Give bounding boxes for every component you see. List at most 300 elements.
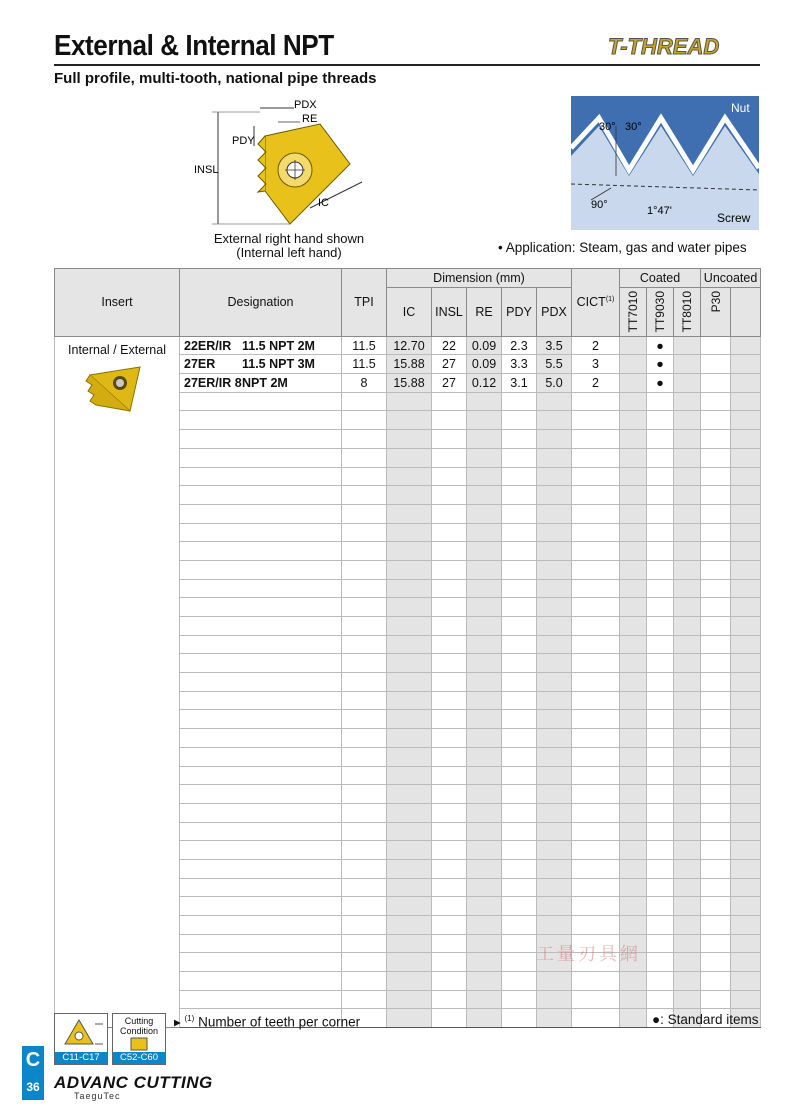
- insl-cell: [432, 504, 467, 523]
- g3-cell: [674, 336, 701, 355]
- g3-cell: [674, 579, 701, 598]
- g1-cell: [620, 448, 647, 467]
- taegutec-label: TaeguTec: [74, 1091, 121, 1101]
- spare-grade-cell: [731, 467, 761, 486]
- insl-cell: [432, 747, 467, 766]
- re-cell: [467, 803, 502, 822]
- designation-cell: [180, 448, 342, 467]
- tpi-cell: [342, 822, 387, 841]
- insl-cell: [432, 411, 467, 430]
- g4-cell: [701, 990, 731, 1009]
- g4-cell: [701, 523, 731, 542]
- re-cell: [467, 504, 502, 523]
- g3-cell: [674, 598, 701, 617]
- tpi-cell: [342, 897, 387, 916]
- spare-grade-cell: [731, 374, 761, 393]
- spare-grade-cell: [731, 747, 761, 766]
- ic-cell: [387, 878, 432, 897]
- g1-cell: [620, 972, 647, 991]
- designation-part-a: 27ER: [184, 357, 216, 372]
- insl-cell: [432, 560, 467, 579]
- re-cell: [467, 1009, 502, 1028]
- re-cell: [467, 617, 502, 636]
- spare-grade-cell: [731, 504, 761, 523]
- pdy-cell: [502, 430, 537, 449]
- cict-cell: [572, 878, 620, 897]
- tpi-cell: [342, 486, 387, 505]
- cict-cell: [572, 579, 620, 598]
- cict-cell: [572, 523, 620, 542]
- insl-cell: [432, 878, 467, 897]
- cict-cell: [572, 972, 620, 991]
- spare-grade-cell: [731, 617, 761, 636]
- pdx-cell: [537, 486, 572, 505]
- cict-cell: [572, 411, 620, 430]
- g1-cell: [620, 654, 647, 673]
- g4-cell: [701, 673, 731, 692]
- insl-cell: [432, 673, 467, 692]
- g2-cell: [647, 448, 674, 467]
- designation-cell: [180, 411, 342, 430]
- designation-cell: [180, 579, 342, 598]
- spare-grade-cell: [731, 691, 761, 710]
- insl-cell: [432, 598, 467, 617]
- ic-cell: [387, 448, 432, 467]
- insl-cell: [432, 448, 467, 467]
- cutting-label-2: Condition: [119, 1026, 159, 1036]
- re-cell: [467, 430, 502, 449]
- g2-cell: [647, 785, 674, 804]
- box2-page-ref: C52-C60: [113, 1052, 165, 1064]
- pdx-cell: 3.5: [537, 336, 572, 355]
- pdx-cell: [537, 691, 572, 710]
- pdy-cell: [502, 411, 537, 430]
- re-cell: 0.09: [467, 336, 502, 355]
- pdx-cell: [537, 990, 572, 1009]
- angle-right-label: 30°: [625, 121, 642, 133]
- g3-cell: [674, 934, 701, 953]
- g1-cell: [620, 411, 647, 430]
- insl-cell: [432, 803, 467, 822]
- pdx-cell: [537, 710, 572, 729]
- application-note: • Application: Steam, gas and water pipes: [498, 240, 747, 255]
- cict-cell: [572, 560, 620, 579]
- pdy-cell: 2.3: [502, 336, 537, 355]
- g3-cell: [674, 953, 701, 972]
- diagram-caption: [186, 232, 392, 260]
- tpi-cell: [342, 691, 387, 710]
- cict-cell: [572, 859, 620, 878]
- tpi-cell: [342, 934, 387, 953]
- pdx-cell: [537, 916, 572, 935]
- g3-cell: [674, 747, 701, 766]
- g2-cell: [647, 542, 674, 561]
- insl-cell: [432, 710, 467, 729]
- spare-grade-cell: [731, 336, 761, 355]
- pdy-cell: 3.1: [502, 374, 537, 393]
- insl-cell: [432, 766, 467, 785]
- insl-cell: [432, 897, 467, 916]
- g3-cell: [674, 448, 701, 467]
- g3-cell: [674, 859, 701, 878]
- g2-cell: [647, 841, 674, 860]
- advance-cutting-logo: [54, 1073, 213, 1093]
- g3-cell: [674, 822, 701, 841]
- title-rule: [54, 64, 760, 66]
- re-cell: [467, 972, 502, 991]
- footnote-mark: (1): [184, 1014, 195, 1023]
- tpi-cell: [342, 729, 387, 748]
- pdy-cell: [502, 953, 537, 972]
- col-pdx: PDX: [537, 287, 572, 336]
- g1-cell: [620, 486, 647, 505]
- g3-cell: [674, 841, 701, 860]
- g1-cell: [620, 822, 647, 841]
- col-grade-3: [674, 287, 701, 336]
- pdy-cell: [502, 859, 537, 878]
- g3-cell: [674, 972, 701, 991]
- re-cell: [467, 560, 502, 579]
- tpi-cell: 11.5: [342, 336, 387, 355]
- pdy-cell: [502, 897, 537, 916]
- insl-cell: 22: [432, 336, 467, 355]
- g1-cell: [620, 878, 647, 897]
- box1-page-ref: C11-C17: [55, 1052, 107, 1064]
- tpi-cell: [342, 560, 387, 579]
- g4-cell: [701, 934, 731, 953]
- re-cell: [467, 598, 502, 617]
- pdy-cell: [502, 523, 537, 542]
- re-cell: 0.12: [467, 374, 502, 393]
- section-tab[interactable]: [22, 1046, 44, 1100]
- footnote: [174, 1014, 360, 1031]
- insl-cell: [432, 392, 467, 411]
- g2-cell: [647, 654, 674, 673]
- designation-cell: [180, 336, 342, 355]
- g3-cell: [674, 990, 701, 1009]
- g1-cell: [620, 355, 647, 374]
- spare-grade-cell: [731, 729, 761, 748]
- thread-profile-diagram: [571, 96, 759, 230]
- ic-cell: [387, 803, 432, 822]
- tpi-cell: [342, 859, 387, 878]
- g4-cell: [701, 729, 731, 748]
- designation-cell: [180, 523, 342, 542]
- designation-part-b: 11.5 NPT 2M: [242, 338, 315, 353]
- g1-cell: [620, 803, 647, 822]
- pdy-cell: [502, 467, 537, 486]
- g2-cell: [647, 878, 674, 897]
- ic-cell: [387, 691, 432, 710]
- pdy-cell: [502, 654, 537, 673]
- insl-cell: [432, 430, 467, 449]
- designation-cell: [180, 859, 342, 878]
- g1-cell: [620, 841, 647, 860]
- g3-cell: [674, 355, 701, 374]
- cict-cell: [572, 822, 620, 841]
- spare-grade-cell: [731, 972, 761, 991]
- designation-cell: [180, 691, 342, 710]
- g4-cell: [701, 916, 731, 935]
- pdx-cell: [537, 878, 572, 897]
- g2-cell: [647, 579, 674, 598]
- screw-label: Screw: [717, 211, 751, 225]
- tpi-cell: [342, 617, 387, 636]
- tpi-cell: [342, 953, 387, 972]
- ic-cell: [387, 430, 432, 449]
- tpi-cell: [342, 635, 387, 654]
- g4-cell: [701, 486, 731, 505]
- cict-cell: [572, 654, 620, 673]
- pdy-cell: [502, 392, 537, 411]
- re-cell: [467, 841, 502, 860]
- g3-cell: [674, 785, 701, 804]
- g3-cell: [674, 766, 701, 785]
- ic-cell: [387, 560, 432, 579]
- spare-grade-cell: [731, 579, 761, 598]
- g3-cell: [674, 467, 701, 486]
- ic-cell: [387, 747, 432, 766]
- pdy-cell: [502, 673, 537, 692]
- g1-cell: [620, 542, 647, 561]
- cict-cell: [572, 392, 620, 411]
- col-dimension: Dimension (mm): [387, 269, 572, 288]
- designation-part-b: NPT 2M: [242, 375, 288, 390]
- g2-cell: [647, 691, 674, 710]
- cict-cell: [572, 747, 620, 766]
- g2-cell: ●: [647, 336, 674, 355]
- g2-cell: [647, 729, 674, 748]
- g4-cell: [701, 598, 731, 617]
- pdx-label: PDX: [294, 99, 317, 111]
- nut-label: Nut: [731, 101, 750, 115]
- ic-cell: [387, 504, 432, 523]
- ic-cell: [387, 710, 432, 729]
- cict-cell: [572, 766, 620, 785]
- g2-cell: [647, 916, 674, 935]
- page-number: 36: [26, 1080, 40, 1094]
- spare-grade-cell: [731, 598, 761, 617]
- tpi-cell: [342, 523, 387, 542]
- pdy-cell: [502, 878, 537, 897]
- logo-text: ADVANC CUTTING: [54, 1073, 213, 1092]
- designation-cell: [180, 392, 342, 411]
- ic-cell: [387, 654, 432, 673]
- re-cell: [467, 859, 502, 878]
- re-cell: [467, 953, 502, 972]
- cict-cell: [572, 785, 620, 804]
- footnote-text: Number of teeth per corner: [198, 1014, 361, 1030]
- pdx-cell: 5.5: [537, 355, 572, 374]
- spare-grade-cell: [731, 803, 761, 822]
- spare-grade-cell: [731, 953, 761, 972]
- pdx-cell: [537, 654, 572, 673]
- tpi-cell: 11.5: [342, 355, 387, 374]
- g4-cell: [701, 448, 731, 467]
- ic-cell: [387, 635, 432, 654]
- pdx-cell: [537, 822, 572, 841]
- g1-cell: [620, 916, 647, 935]
- designation-cell: [180, 747, 342, 766]
- pdx-cell: [537, 766, 572, 785]
- g1-cell: [620, 430, 647, 449]
- pdy-cell: [502, 822, 537, 841]
- pdy-cell: [502, 916, 537, 935]
- g4-cell: [701, 504, 731, 523]
- pdy-cell: [502, 1009, 537, 1028]
- g3-cell: [674, 635, 701, 654]
- spare-grade-cell: [731, 411, 761, 430]
- g2-cell: [647, 803, 674, 822]
- ic-cell: [387, 785, 432, 804]
- tpi-cell: [342, 542, 387, 561]
- pdx-cell: [537, 392, 572, 411]
- tpi-cell: 8: [342, 374, 387, 393]
- designation-cell: [180, 934, 342, 953]
- col-grade-4: [701, 287, 731, 336]
- re-cell: [467, 635, 502, 654]
- insl-cell: [432, 467, 467, 486]
- cict-cell: 3: [572, 355, 620, 374]
- re-cell: [467, 916, 502, 935]
- col-insert: Insert: [55, 269, 180, 337]
- ic-cell: 15.88: [387, 374, 432, 393]
- pdy-cell: [502, 710, 537, 729]
- g1-cell: [620, 560, 647, 579]
- tpi-cell: [342, 411, 387, 430]
- ic-cell: [387, 729, 432, 748]
- tpi-cell: [342, 785, 387, 804]
- ic-cell: [387, 934, 432, 953]
- pdy-cell: [502, 841, 537, 860]
- col-grade-1: [620, 287, 647, 336]
- g3-cell: [674, 430, 701, 449]
- spare-grade-cell: [731, 560, 761, 579]
- ic-cell: [387, 897, 432, 916]
- g2-cell: [647, 392, 674, 411]
- g4-cell: [701, 392, 731, 411]
- designation-cell: [180, 617, 342, 636]
- cict-cell: [572, 430, 620, 449]
- g2-cell: [647, 953, 674, 972]
- pdx-cell: [537, 523, 572, 542]
- g1-cell: [620, 710, 647, 729]
- spare-grade-cell: [731, 673, 761, 692]
- pdy-cell: [502, 486, 537, 505]
- cict-cell: [572, 990, 620, 1009]
- pdy-cell: [502, 990, 537, 1009]
- standard-items-legend: ●: Standard items: [652, 1012, 759, 1027]
- spare-grade-cell: [731, 448, 761, 467]
- col-designation: Designation: [180, 269, 342, 337]
- g3-cell: [674, 673, 701, 692]
- g2-cell: [647, 822, 674, 841]
- pdx-cell: [537, 598, 572, 617]
- tpi-cell: [342, 710, 387, 729]
- cict-cell: [572, 504, 620, 523]
- g1-cell: [620, 579, 647, 598]
- g4-cell: [701, 747, 731, 766]
- g2-cell: [647, 504, 674, 523]
- col-insl: INSL: [432, 287, 467, 336]
- pdy-cell: [502, 598, 537, 617]
- g4-cell: [701, 355, 731, 374]
- designation-cell: [180, 673, 342, 692]
- g4-cell: [701, 374, 731, 393]
- g2-cell: [647, 486, 674, 505]
- cutting-condition-reference-box[interactable]: [112, 1013, 166, 1065]
- ic-cell: [387, 673, 432, 692]
- ic-cell: [387, 953, 432, 972]
- g2-cell: [647, 635, 674, 654]
- spare-grade-cell: [731, 523, 761, 542]
- g1-cell: [620, 691, 647, 710]
- cict-cell: [572, 673, 620, 692]
- ic-cell: [387, 523, 432, 542]
- g1-cell: [620, 467, 647, 486]
- g3-cell: [674, 392, 701, 411]
- g3-cell: [674, 654, 701, 673]
- threading-insert-reference-box[interactable]: [54, 1013, 108, 1065]
- designation-cell: [180, 822, 342, 841]
- designation-cell: [180, 766, 342, 785]
- insl-cell: [432, 841, 467, 860]
- col-grade-5: [731, 287, 761, 336]
- pdx-cell: [537, 635, 572, 654]
- g3-cell: [674, 729, 701, 748]
- tpi-cell: [342, 467, 387, 486]
- re-cell: [467, 878, 502, 897]
- g3-cell: [674, 897, 701, 916]
- pdx-cell: [537, 430, 572, 449]
- section-letter: C: [25, 1049, 41, 1071]
- ic-cell: [387, 579, 432, 598]
- re-cell: [467, 691, 502, 710]
- insl-cell: [432, 486, 467, 505]
- pdy-cell: [502, 972, 537, 991]
- cict-cell: [572, 598, 620, 617]
- g2-cell: [647, 617, 674, 636]
- pdx-cell: [537, 542, 572, 561]
- re-cell: [467, 729, 502, 748]
- ic-cell: [387, 617, 432, 636]
- grade-1-label: TT7010: [626, 290, 641, 333]
- g2-cell: [647, 766, 674, 785]
- ic-cell: [387, 542, 432, 561]
- g4-cell: [701, 336, 731, 355]
- g4-cell: [701, 579, 731, 598]
- g4-cell: [701, 617, 731, 636]
- designation-cell: [180, 803, 342, 822]
- g1-cell: [620, 635, 647, 654]
- g2-cell: [647, 673, 674, 692]
- tpi-cell: [342, 504, 387, 523]
- taper-label: 1°47': [647, 205, 672, 217]
- re-cell: [467, 673, 502, 692]
- tpi-cell: [342, 747, 387, 766]
- designation-cell: [180, 504, 342, 523]
- ic-cell: [387, 972, 432, 991]
- g4-cell: [701, 878, 731, 897]
- spare-grade-cell: [731, 766, 761, 785]
- re-cell: [467, 448, 502, 467]
- re-cell: [467, 486, 502, 505]
- designation-cell: [180, 542, 342, 561]
- col-cict: [572, 269, 620, 337]
- g2-cell: [647, 560, 674, 579]
- g3-cell: [674, 504, 701, 523]
- g3-cell: [674, 710, 701, 729]
